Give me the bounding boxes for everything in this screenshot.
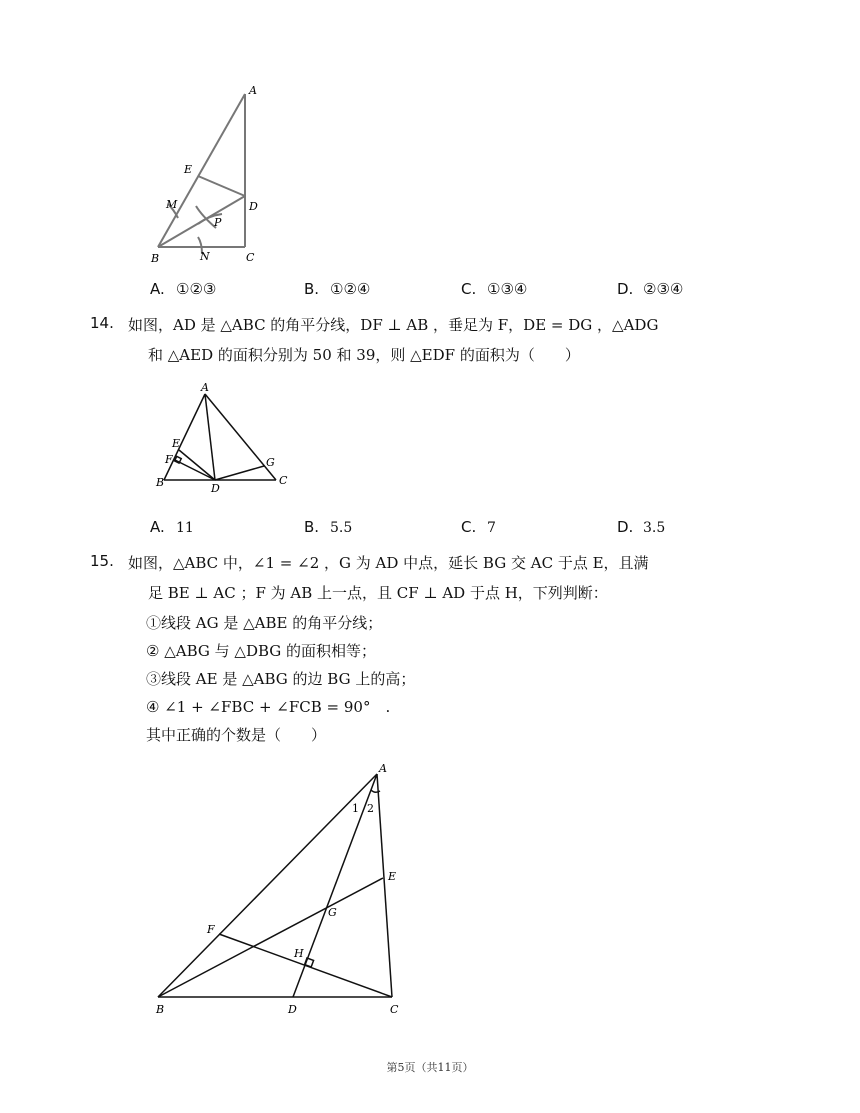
q13-option-c bbox=[461, 280, 527, 298]
q14-option-b-letter: B. bbox=[304, 518, 320, 536]
q15-item-3: ③线段 AE 是 △ABG 的边 BG 上的高； bbox=[146, 670, 416, 688]
q13-figure bbox=[140, 80, 270, 270]
q14-option-c bbox=[461, 518, 496, 536]
q13-option-b-letter: B. bbox=[304, 280, 320, 298]
q14-option-a-letter: A. bbox=[150, 518, 165, 536]
q15-side-ab bbox=[158, 774, 377, 997]
q13-label-e: E bbox=[184, 163, 193, 176]
q13-label-m: M bbox=[166, 198, 178, 211]
q15-line-1: 如图，△ABC 中，∠1 = ∠2 ，G 为 AD 中点，延长 BG 交 AC 于点 E，且满 bbox=[128, 554, 649, 572]
q14-line-1: 如图，AD 是 △ABC 的角平分线，DF ⊥ AB ，垂足为 F，DE = DG ，△ADG bbox=[128, 316, 659, 334]
q13-label-p: P bbox=[214, 216, 222, 229]
q14-option-d-letter: D. bbox=[617, 518, 634, 536]
q15-label-a: A bbox=[379, 762, 387, 775]
q14-option-a bbox=[150, 518, 194, 536]
q13-label-c: C bbox=[246, 251, 255, 264]
q15-segment-be bbox=[158, 878, 383, 997]
q15-label-g: G bbox=[328, 906, 337, 919]
q13-label-a: A bbox=[249, 84, 257, 97]
q13-option-a-text: ①②③ bbox=[176, 280, 217, 298]
q15-figure bbox=[145, 760, 415, 1020]
q15-label-1: 1 bbox=[352, 802, 359, 815]
q14-right-angle-mark bbox=[175, 456, 182, 463]
page-footer: 第5页（共11页） bbox=[386, 1061, 474, 1074]
q15-item-4: ④ ∠1 + ∠FBC + ∠FCB = 90° . bbox=[146, 698, 391, 716]
q14-option-c-text: 7 bbox=[487, 520, 496, 536]
q15-number: 15. bbox=[90, 552, 114, 570]
q14-label-b: B bbox=[156, 476, 165, 489]
q13-option-a-letter: A. bbox=[150, 280, 165, 298]
q13-label-b: B bbox=[151, 252, 160, 265]
q14-label-d: D bbox=[211, 482, 220, 495]
q14-option-c-letter: C. bbox=[461, 518, 477, 536]
q13-option-a bbox=[150, 280, 216, 298]
q14-option-b bbox=[304, 518, 352, 536]
q13-option-d bbox=[617, 280, 683, 298]
q15-label-f: F bbox=[207, 923, 215, 936]
q14-segment-ad bbox=[205, 394, 215, 480]
q15-item-1: ①线段 AG 是 △ABE 的角平分线； bbox=[146, 614, 383, 632]
q15-label-e: E bbox=[388, 870, 397, 883]
q15-line-2: 足 BE ⊥ AC ；F 为 AB 上一点，且 CF ⊥ AD 于点 H，下列判断： bbox=[148, 584, 608, 602]
q15-label-d: D bbox=[288, 1003, 297, 1016]
q13-option-d-letter: D. bbox=[617, 280, 634, 298]
q13-label-n: N bbox=[200, 250, 210, 263]
q13-option-c-letter: C. bbox=[461, 280, 477, 298]
q13-side-ab bbox=[158, 94, 245, 247]
q14-option-d-text: 3.5 bbox=[643, 520, 666, 536]
q14-number: 14. bbox=[90, 314, 114, 332]
q13-segment-ed bbox=[198, 176, 245, 196]
q13-option-b-text: ①②④ bbox=[330, 280, 371, 298]
q14-line-2: 和 △AED 的面积分别为 50 和 39，则 △EDF 的面积为（ ） bbox=[148, 346, 580, 364]
q13-option-d-text: ②③④ bbox=[643, 280, 684, 298]
q14-label-c: C bbox=[279, 474, 288, 487]
q15-side-ac bbox=[377, 774, 392, 997]
q14-label-a: A bbox=[201, 381, 209, 394]
q14-figure bbox=[150, 380, 295, 495]
q14-label-f: F bbox=[165, 453, 173, 466]
q15-label-2: 2 bbox=[367, 802, 374, 815]
q13-label-d: D bbox=[249, 200, 258, 213]
q13-option-b bbox=[304, 280, 370, 298]
q14-label-e: E bbox=[172, 437, 181, 450]
q14-option-b-text: 5.5 bbox=[330, 520, 353, 536]
q15-right-angle-mark bbox=[305, 958, 314, 967]
q13-option-c-text: ①③④ bbox=[487, 280, 528, 298]
q14-option-a-text: 11 bbox=[176, 520, 194, 536]
q14-label-g: G bbox=[266, 456, 275, 469]
q15-item-2: ② △ABG 与 △DBG 的面积相等； bbox=[146, 642, 377, 660]
q15-label-c: C bbox=[390, 1003, 399, 1016]
q15-question: 其中正确的个数是（ ） bbox=[146, 726, 327, 744]
q14-segment-dg bbox=[215, 466, 264, 480]
q15-label-b: B bbox=[156, 1003, 165, 1016]
q15-label-h: H bbox=[294, 947, 304, 960]
q14-option-d bbox=[617, 518, 665, 536]
